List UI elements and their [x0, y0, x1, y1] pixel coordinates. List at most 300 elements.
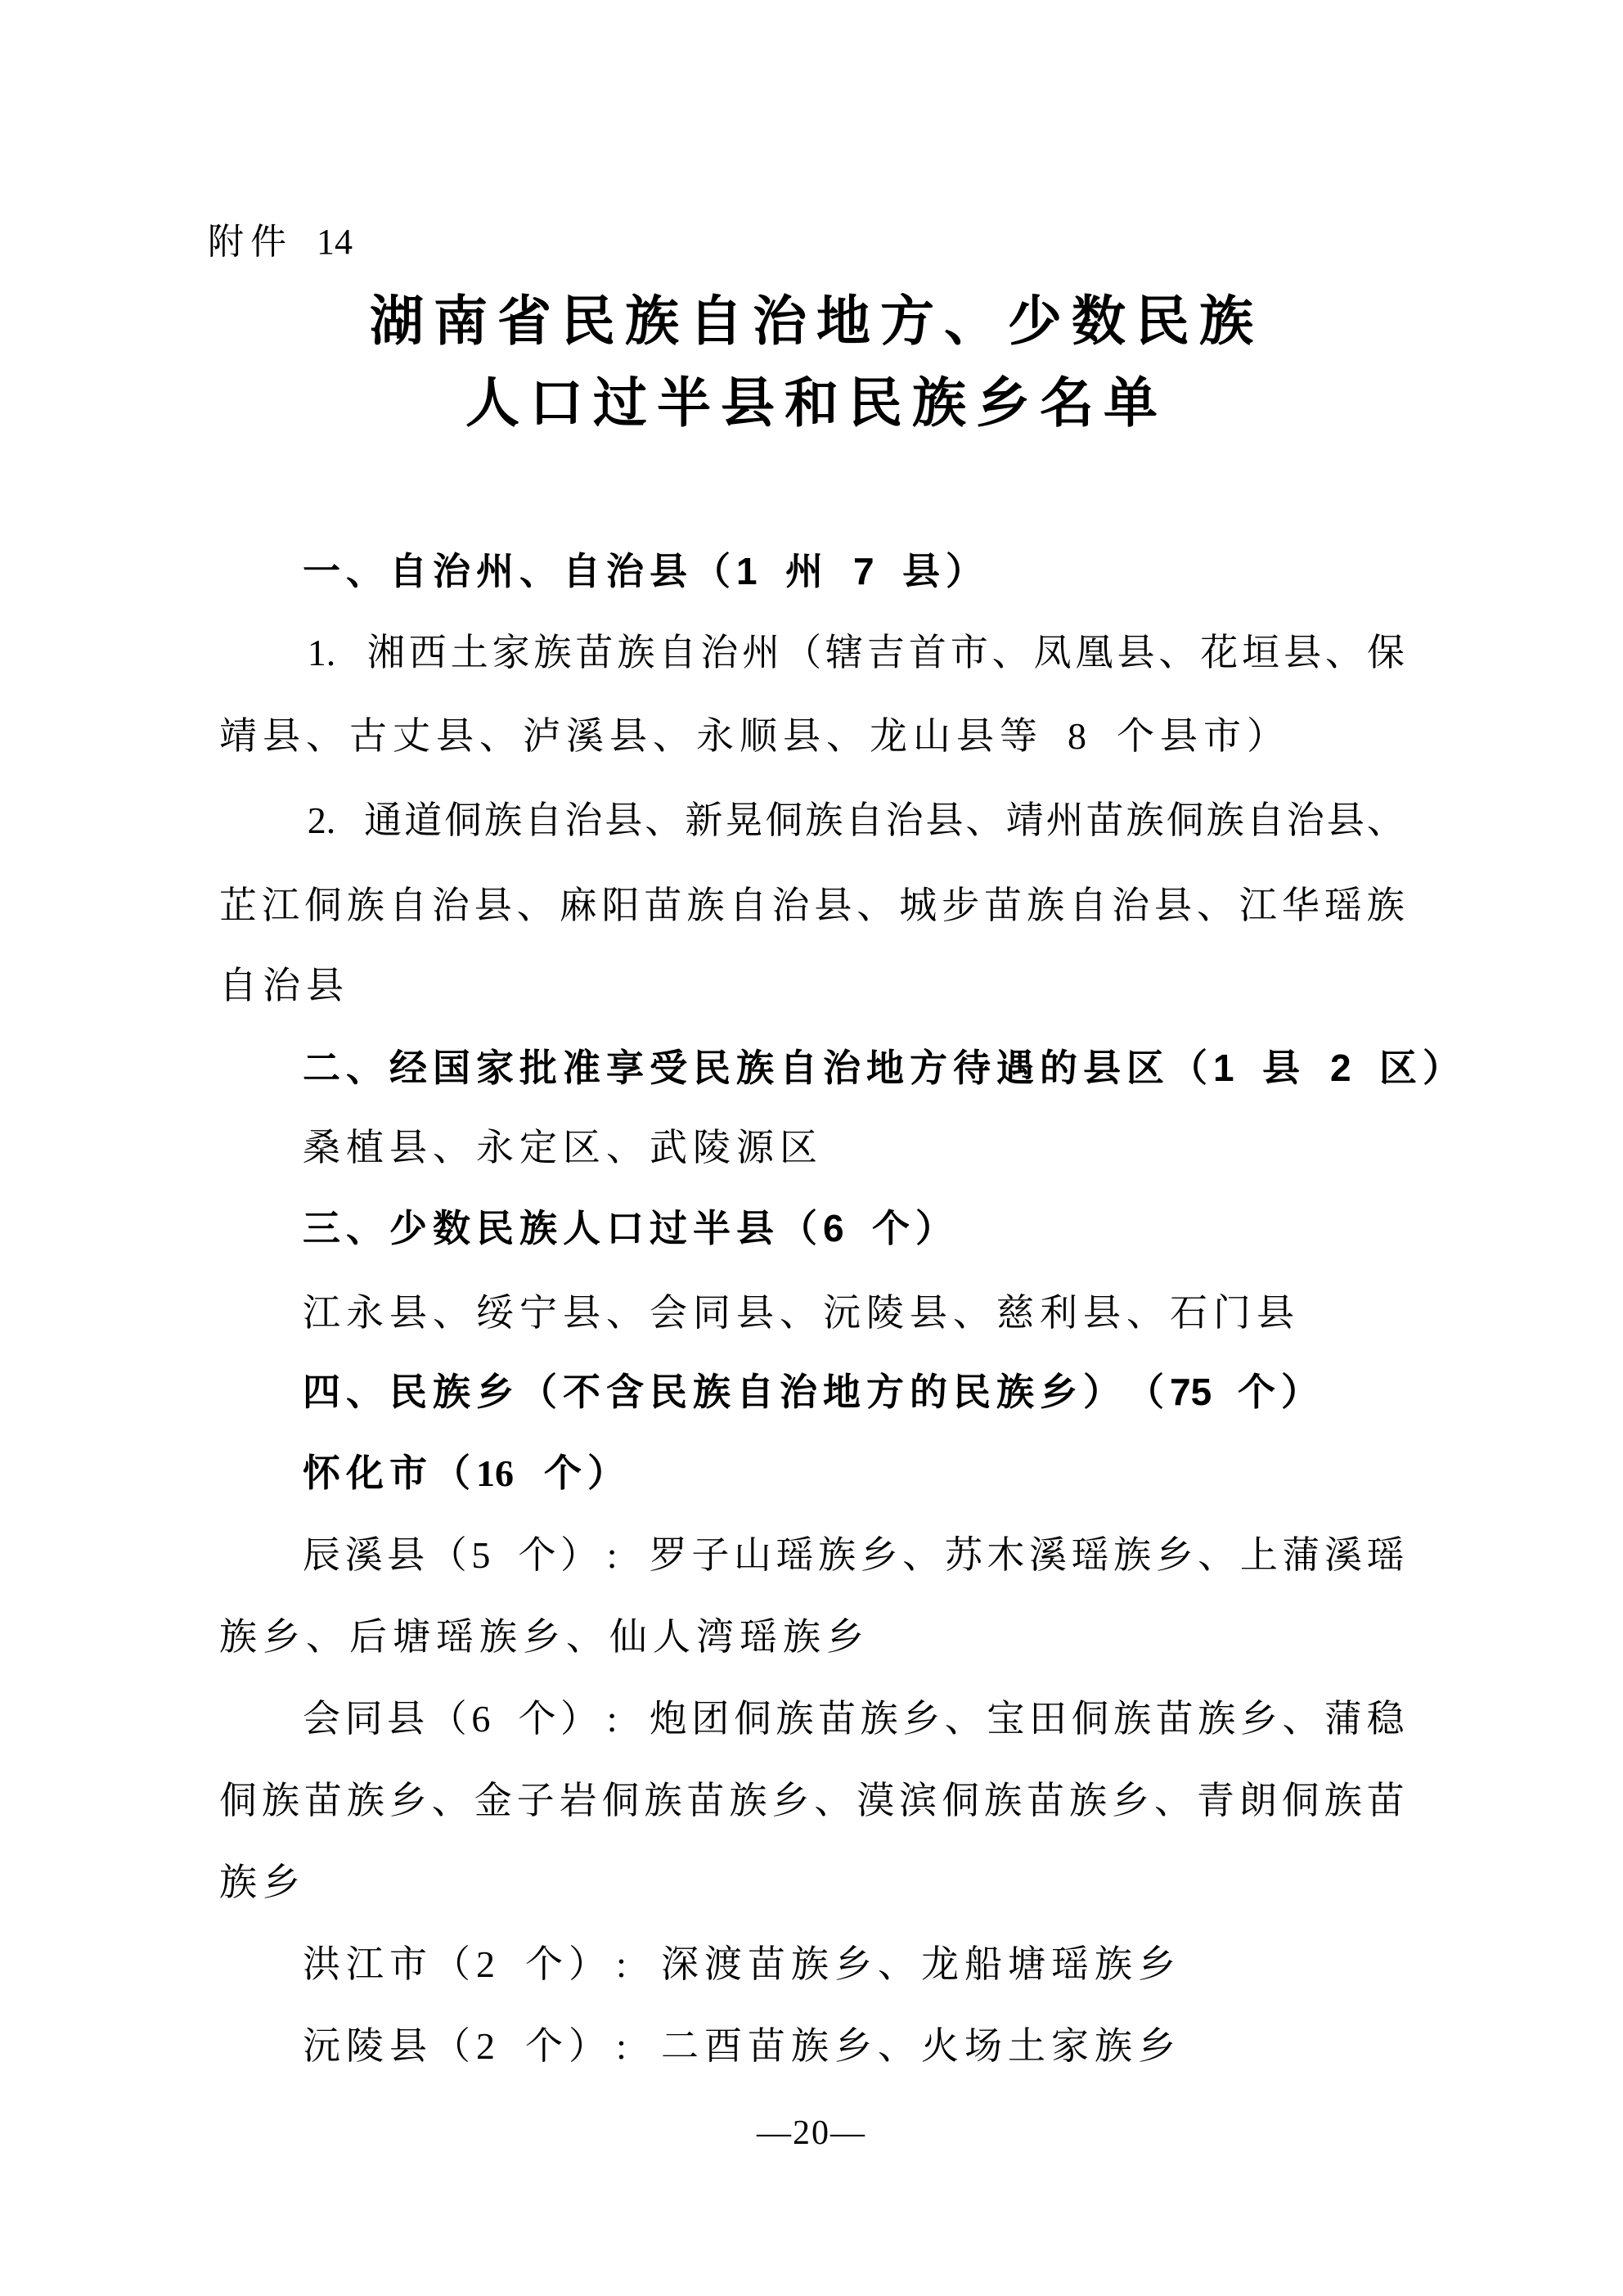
glyph: 治 — [780, 1370, 817, 1413]
glyph: 化 — [346, 1452, 384, 1494]
glyph: 、 — [944, 1697, 982, 1740]
glyph: 族 — [1198, 1697, 1236, 1740]
glyph: 县 — [1153, 884, 1192, 926]
heading-4 — [303, 1369, 1319, 1415]
glyph: 蒲 — [1324, 1697, 1363, 1740]
glyph: 瑶 — [1366, 1533, 1405, 1576]
glyph: 苗 — [575, 631, 614, 673]
glyph: 溪 — [1324, 1533, 1363, 1576]
glyph: 遇 — [996, 1046, 1034, 1089]
glyph: 火 — [921, 2024, 959, 2067]
glyph — [1213, 1372, 1232, 1411]
glyph: 地 — [816, 292, 870, 353]
glyph: 族 — [1206, 799, 1244, 841]
glyph: 古 — [349, 714, 387, 757]
glyph: : — [616, 1943, 627, 1985]
glyph: : — [606, 1533, 618, 1576]
glyph: 沅 — [823, 1291, 861, 1334]
glyph: 乡 — [523, 1615, 560, 1658]
glyph: 和 — [785, 374, 838, 434]
glyph: 1 — [736, 549, 758, 592]
glyph: 个 — [1238, 1370, 1275, 1413]
glyph: 土 — [450, 631, 488, 673]
glyph: 乡 — [1112, 1779, 1150, 1821]
glyph: 州 — [1045, 799, 1084, 841]
glyph: 源 — [736, 1126, 774, 1168]
glyph: 县 — [436, 714, 474, 757]
glyph: 市 — [389, 1943, 427, 1985]
glyph: : — [606, 1697, 618, 1740]
glyph: （ — [1170, 1046, 1207, 1089]
glyph — [829, 551, 847, 591]
glyph: 苗 — [1086, 799, 1124, 841]
glyph: 族 — [736, 1046, 774, 1089]
glyph: ） — [1423, 1046, 1460, 1089]
glyph: 族 — [261, 1779, 299, 1821]
glyph: 治 — [263, 964, 300, 1006]
glyph: 溪 — [344, 1533, 383, 1576]
glyph: 自 — [389, 549, 427, 592]
glyph: 自 — [689, 292, 743, 353]
glyph: 二 — [661, 2024, 699, 2067]
glyph: 个 — [518, 1697, 556, 1740]
glyph: 的 — [910, 1370, 947, 1413]
para-5-line-2 — [219, 1614, 864, 1660]
glyph: 待 — [953, 1046, 991, 1089]
glyph: 、 — [1198, 1533, 1236, 1576]
glyph: 洪 — [303, 1943, 340, 1985]
glyph: 地 — [866, 1046, 904, 1089]
glyph: 炮 — [649, 1697, 687, 1740]
glyph: 半 — [657, 374, 711, 434]
glyph: 族 — [479, 1615, 517, 1658]
glyph: 族 — [1095, 2024, 1132, 2067]
glyph: 华 — [1281, 884, 1320, 926]
glyph: 地 — [823, 1370, 861, 1413]
glyph: 、 — [516, 884, 555, 926]
glyph: 后 — [349, 1615, 387, 1658]
glyph: 团 — [691, 1697, 730, 1740]
glyph: 7 — [853, 549, 874, 592]
glyph: 乡 — [976, 374, 1030, 434]
glyph: 木 — [987, 1533, 1025, 1576]
glyph: 家 — [1051, 2024, 1089, 2067]
glyph: （ — [780, 1206, 817, 1249]
glyph: 、 — [856, 884, 895, 926]
glyph: 乡 — [834, 2024, 872, 2067]
glyph: 、 — [1196, 884, 1234, 926]
glyph: 方 — [910, 1046, 947, 1089]
glyph: 族 — [433, 1370, 470, 1413]
glyph: 数 — [1072, 292, 1126, 353]
glyph: 吉 — [866, 631, 905, 673]
glyph: 自 — [389, 884, 427, 926]
attachment-label — [207, 219, 353, 265]
glyph: （ — [433, 2024, 470, 2067]
glyph: 会 — [650, 1291, 687, 1334]
glyph: 治 — [823, 1046, 861, 1089]
glyph: 自 — [563, 549, 600, 592]
glyph: 、 — [346, 549, 384, 592]
glyph: 、 — [1282, 1697, 1320, 1740]
glyph: 、 — [814, 1779, 852, 1821]
glyph: ） — [1083, 1370, 1121, 1413]
glyph: 会 — [303, 1697, 340, 1740]
glyph: 自 — [524, 799, 563, 841]
glyph — [495, 1536, 514, 1575]
glyph: 通 — [364, 799, 402, 841]
glyph: 族 — [791, 1943, 829, 1985]
glyph: 族 — [1113, 1533, 1152, 1576]
glyph: 族 — [519, 1206, 557, 1249]
glyph: 不 — [563, 1370, 600, 1413]
glyph: 桑 — [303, 1126, 340, 1168]
glyph: 同 — [344, 1697, 383, 1740]
glyph: 1 — [1213, 1046, 1234, 1089]
glyph: 沅 — [303, 2024, 340, 2067]
glyph — [626, 1699, 645, 1739]
glyph — [1043, 717, 1062, 756]
glyph: 绥 — [476, 1291, 514, 1334]
glyph: 族 — [346, 1779, 384, 1821]
glyph: 乡 — [771, 1779, 810, 1821]
glyph: 县 — [387, 1697, 425, 1740]
glyph: 民 — [953, 1370, 991, 1413]
glyph: 、 — [902, 1533, 941, 1576]
glyph: 治 — [1112, 884, 1150, 926]
glyph: 经 — [389, 1046, 427, 1089]
glyph: 口 — [529, 374, 583, 434]
glyph — [501, 2027, 519, 2066]
glyph: （ — [519, 1370, 557, 1413]
glyph: 岩 — [559, 1779, 597, 1821]
glyph: 渡 — [704, 1943, 742, 1985]
glyph: 罗 — [649, 1533, 687, 1576]
glyph: 苗 — [1366, 1779, 1405, 1821]
glyph: 家 — [476, 1046, 514, 1089]
glyph: 过 — [593, 374, 647, 434]
glyph: ） — [569, 2024, 606, 2067]
glyph: ） — [560, 1697, 599, 1740]
glyph: 县 — [1326, 799, 1364, 841]
glyph: 二 — [303, 1046, 340, 1089]
para-3-line-1 — [303, 1125, 817, 1171]
glyph: ） — [1247, 714, 1284, 757]
glyph: 、 — [306, 714, 344, 757]
glyph: 侗 — [765, 799, 803, 841]
para-2-line-2 — [219, 883, 1405, 929]
heading-3 — [303, 1205, 953, 1251]
glyph: 江 — [1239, 884, 1277, 926]
glyph: 附 — [208, 221, 244, 262]
glyph: 治 — [753, 292, 807, 353]
glyph: 民 — [561, 292, 615, 353]
glyph: ） — [946, 549, 983, 592]
glyph: 侗 — [601, 1779, 640, 1821]
glyph: 民 — [848, 374, 902, 434]
glyph: 族 — [860, 1697, 898, 1740]
glyph: 乡 — [826, 1615, 864, 1658]
glyph: 治 — [885, 799, 924, 841]
glyph: 州 — [742, 631, 780, 673]
glyph: 自 — [1246, 799, 1284, 841]
glyph: 乡 — [860, 1533, 898, 1576]
heading-1 — [303, 548, 983, 594]
glyph: 县 — [1117, 631, 1155, 673]
glyph: 苗 — [984, 884, 1023, 926]
glyph: 个 — [544, 1452, 582, 1494]
para-5-line-1 — [303, 1533, 1405, 1578]
glyph: ） — [569, 1943, 606, 1985]
glyph: 自 — [736, 1370, 774, 1413]
glyph: 县 — [474, 884, 512, 926]
glyph: 乡 — [263, 1615, 300, 1658]
glyph: 乡 — [1138, 1943, 1176, 1985]
glyph: 乡 — [1239, 1697, 1278, 1740]
glyph: 蒲 — [1282, 1533, 1320, 1576]
glyph: 2 — [476, 2024, 495, 2067]
glyph: 2 — [1330, 1046, 1351, 1089]
glyph — [847, 1209, 866, 1248]
glyph: 少 — [389, 1206, 427, 1249]
glyph: 湘 — [366, 631, 405, 673]
glyph: 族 — [625, 292, 679, 353]
glyph: 族 — [693, 1370, 731, 1413]
glyph: 武 — [650, 1126, 687, 1168]
glyph: 首 — [908, 631, 946, 673]
glyph: 75 — [1170, 1370, 1212, 1413]
glyph: 永 — [346, 1291, 384, 1334]
glyph: 县 — [1284, 631, 1322, 673]
glyph: : — [616, 2024, 627, 2067]
glyph: 稳 — [1366, 1697, 1405, 1740]
glyph: 族 — [1027, 884, 1065, 926]
glyph: 6 — [823, 1206, 844, 1249]
glyph: 酉 — [704, 2024, 742, 2067]
glyph: 苗 — [818, 1697, 856, 1740]
glyph: 、 — [1126, 1291, 1164, 1334]
glyph: 县 — [1083, 1046, 1121, 1089]
glyph: 芷 — [219, 884, 257, 926]
glyph: 、 — [346, 1370, 384, 1413]
glyph: 族 — [1126, 799, 1164, 841]
glyph — [344, 633, 363, 673]
glyph: 侗 — [1281, 1779, 1320, 1821]
glyph: 仙 — [609, 1615, 647, 1658]
glyph: 享 — [606, 1046, 644, 1089]
glyph: 区 — [1126, 1046, 1164, 1089]
glyph: 市 — [1203, 714, 1241, 757]
glyph — [501, 1945, 519, 1984]
glyph: 州 — [785, 549, 823, 592]
glyph: 自 — [780, 1046, 817, 1089]
glyph — [495, 1699, 514, 1739]
glyph: 的 — [1040, 1046, 1077, 1089]
glyph: 、 — [1153, 1779, 1192, 1821]
glyph: 苗 — [644, 884, 682, 926]
glyph: 苗 — [1155, 1697, 1194, 1740]
para-6-line-3 — [219, 1860, 300, 1906]
glyph: 瑶 — [1051, 1943, 1089, 1985]
glyph — [343, 801, 362, 840]
glyph: 2 — [476, 1943, 495, 1985]
glyph: （ — [784, 631, 822, 673]
glyph: 泸 — [523, 714, 560, 757]
glyph: 土 — [1008, 2024, 1045, 2067]
glyph: 龙 — [921, 1943, 959, 1985]
glyph: 、 — [1366, 799, 1405, 841]
glyph: 乡 — [902, 1697, 941, 1740]
glyph: 民 — [1135, 292, 1189, 353]
glyph: 漠 — [856, 1779, 895, 1821]
glyph: 瑶 — [1324, 884, 1362, 926]
glyph: （ — [433, 1452, 470, 1494]
glyph: 人 — [653, 1615, 690, 1658]
glyph: 乡 — [834, 1943, 872, 1985]
glyph: 永 — [696, 714, 734, 757]
glyph: 苗 — [748, 1943, 785, 1985]
glyph: 县 — [389, 1291, 427, 1334]
glyph: 8 — [1068, 714, 1086, 757]
glyph: 族 — [1366, 884, 1405, 926]
glyph — [1238, 1048, 1257, 1087]
glyph: 、 — [606, 1291, 644, 1334]
glyph: 城 — [899, 884, 937, 926]
glyph: 上 — [1239, 1533, 1278, 1576]
glyph: 民 — [476, 1206, 514, 1249]
glyph: 县 — [387, 1533, 425, 1576]
glyph: 、 — [878, 1943, 915, 1985]
glyph: 南 — [434, 292, 488, 353]
glyph: 县 — [1257, 1291, 1294, 1334]
glyph: 溪 — [566, 714, 604, 757]
glyph: 、 — [479, 714, 517, 757]
glyph: 、 — [431, 1779, 470, 1821]
glyph: 金 — [474, 1779, 512, 1821]
glyph: 阳 — [601, 884, 640, 926]
glyph: 5 — [471, 1533, 491, 1576]
glyph: 靖 — [1005, 799, 1044, 841]
glyph: 个 — [872, 1206, 910, 1249]
glyph: 族 — [1069, 1779, 1108, 1821]
glyph: 凤 — [1033, 631, 1072, 673]
glyph: 民 — [650, 1370, 687, 1413]
glyph: 靖 — [219, 714, 257, 757]
glyph: 乡 — [1138, 2024, 1176, 2067]
glyph: 怀 — [303, 1452, 340, 1494]
glyph: 新 — [685, 799, 723, 841]
glyph: （ — [429, 1533, 467, 1576]
glyph: 湾 — [696, 1615, 734, 1658]
glyph — [1306, 1048, 1324, 1087]
glyph: 县 — [306, 964, 344, 1006]
glyph: 县 — [389, 1126, 427, 1168]
glyph: 三 — [303, 1206, 340, 1249]
glyph: 、 — [780, 1291, 817, 1334]
glyph: 县 — [1083, 1291, 1121, 1334]
glyph: 准 — [563, 1046, 600, 1089]
glyph: 、 — [878, 2024, 915, 2067]
glyph: 瑶 — [1071, 1533, 1109, 1576]
glyph: 侗 — [942, 1779, 980, 1821]
glyph: 半 — [693, 1206, 731, 1249]
glyph: 受 — [650, 1046, 687, 1089]
para-4-line-1 — [303, 1290, 1294, 1336]
glyph: 方 — [880, 292, 934, 353]
glyph: 苗 — [686, 1779, 725, 1821]
glyph: 、 — [653, 714, 690, 757]
glyph: 县 — [563, 1291, 600, 1334]
glyph: 族 — [533, 631, 572, 673]
glyph: 、 — [433, 1291, 470, 1334]
glyph: 麻 — [559, 884, 597, 926]
para-7-line-1 — [303, 1942, 1176, 1988]
glyph: 区 — [1379, 1046, 1417, 1089]
glyph: 、 — [1158, 631, 1197, 673]
glyph — [1355, 1048, 1373, 1087]
glyph: 县 — [783, 714, 820, 757]
glyph: 道 — [404, 799, 443, 841]
glyph: 单 — [1104, 374, 1158, 434]
glyph: 县 — [389, 2024, 427, 2067]
glyph: 子 — [691, 1533, 730, 1576]
glyph: 县 — [736, 1291, 774, 1334]
para-2-line-3 — [219, 963, 344, 1009]
glyph: 陵 — [346, 2024, 384, 2067]
title-line-1 — [0, 290, 1623, 355]
glyph: 苗 — [303, 1779, 342, 1821]
glyph: 花 — [1200, 631, 1239, 673]
glyph: 利 — [1040, 1291, 1077, 1334]
glyph: 、 — [346, 1206, 384, 1249]
glyph: 个 — [518, 1533, 556, 1576]
glyph: 、 — [606, 1126, 644, 1168]
glyph: 县 — [902, 549, 940, 592]
glyph: 数 — [433, 1206, 470, 1249]
glyph: 自 — [845, 799, 883, 841]
glyph: 乡 — [1040, 1370, 1077, 1413]
glyph: 少 — [1008, 292, 1062, 353]
glyph: 批 — [519, 1046, 557, 1089]
glyph — [636, 1945, 655, 1984]
glyph: 、 — [826, 714, 864, 757]
glyph: 乡 — [389, 1779, 427, 1821]
glyph: 族 — [219, 1861, 257, 1903]
glyph — [292, 223, 311, 261]
page-number — [0, 2114, 1623, 2153]
glyph: 区 — [780, 1126, 817, 1168]
glyph: 族 — [1095, 1943, 1132, 1985]
glyph — [878, 551, 897, 591]
glyph: 侗 — [1166, 799, 1204, 841]
glyph: 民 — [389, 1370, 427, 1413]
glyph: 石 — [1170, 1291, 1207, 1334]
glyph: 侗 — [1071, 1697, 1109, 1740]
glyph: 族 — [791, 2024, 829, 2067]
glyph: ） — [1281, 1370, 1319, 1413]
glyph — [636, 2027, 655, 2066]
glyph: 含 — [606, 1370, 644, 1413]
glyph: 治 — [606, 549, 644, 592]
glyph: 青 — [1196, 1779, 1234, 1821]
glyph: 14 — [317, 221, 353, 262]
glyph: 、 — [519, 549, 557, 592]
para-8-line-1 — [303, 2024, 1176, 2069]
glyph: 县 — [814, 884, 852, 926]
glyph: 辰 — [303, 1533, 340, 1576]
glyph: 苏 — [944, 1533, 982, 1576]
glyph — [519, 1454, 538, 1493]
